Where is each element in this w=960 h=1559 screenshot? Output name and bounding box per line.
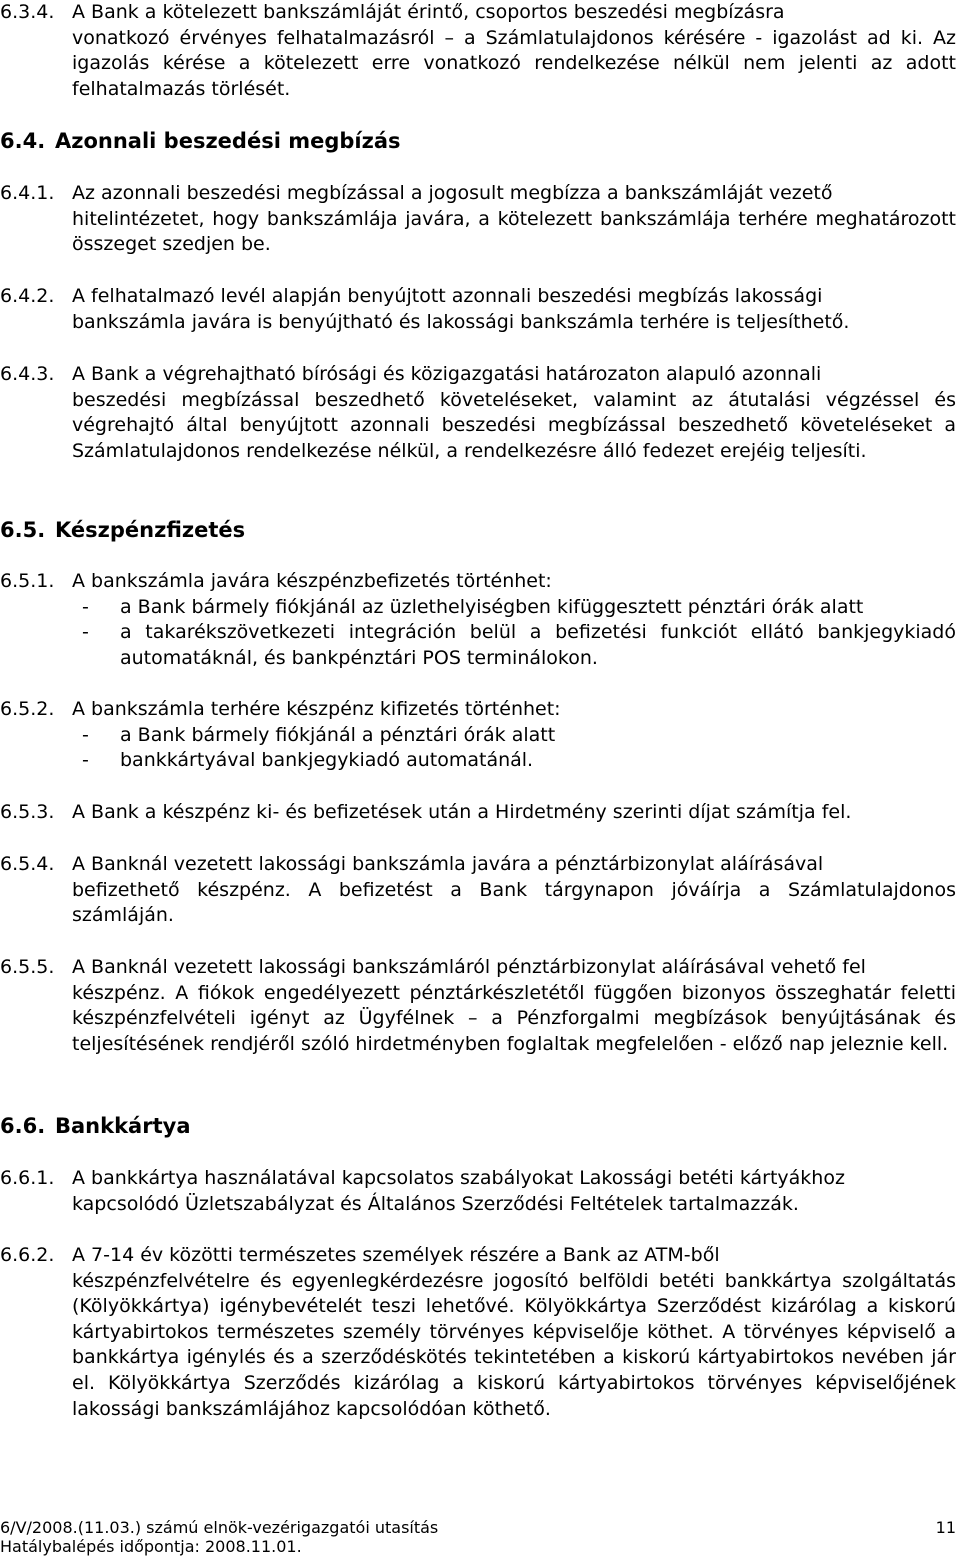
page-number: 11 (935, 1518, 956, 1537)
footer-row (0, 1518, 956, 1537)
bullet-list (0, 723, 956, 774)
paragraph-6-4-3 (0, 362, 956, 464)
list-dash: - (82, 723, 89, 746)
paragraph-6-5-4 (0, 852, 956, 929)
footer-effective-date: Hatálybalépés időpontja: 2008.11.01. (0, 1537, 302, 1556)
paragraph-6-5-3 (0, 800, 956, 826)
paragraph-text: bankszámla javára is benyújtható és lakossági bankszámla terhére is teljesíthető. (72, 310, 850, 333)
section-number: 6.6. (0, 1114, 46, 1138)
paragraph-number: 6.5.1. (0, 570, 55, 592)
section-heading-6-5 (0, 517, 245, 543)
paragraph-6-6-2 (0, 1243, 956, 1422)
paragraph-6-4-2 (0, 284, 956, 335)
list-item-text: a Bank bármely fiókjánál az üzlethelyiségben kifüggesztett pénztári órák alatt (120, 595, 864, 618)
bullet-list (0, 595, 956, 672)
paragraph-first-line: A Banknál vezetett lakossági bankszámláról pénztárbizonylat aláírásával vehető fel (72, 956, 866, 978)
list-item (72, 620, 956, 671)
list-item (72, 595, 956, 621)
list-dash: - (82, 749, 89, 772)
paragraph-number: 6.5.5. (0, 956, 55, 978)
paragraph-6-5-2 (0, 697, 956, 774)
paragraph-first-line: A 7-14 év közötti természetes személyek részére a Bank az ATM-ből (72, 1244, 720, 1266)
list-dash: - (82, 621, 89, 644)
footer-row (0, 1537, 956, 1556)
paragraph-first-line: A felhatalmazó levél alapján benyújtott azonnali beszedési megbízás lakossági (72, 285, 823, 307)
paragraph-first-line: A bankszámla javára készpénzbefizetés történhet: (72, 570, 552, 592)
paragraph-first-line: A bankkártya használatával kapcsolatos szabályokat Lakossági betéti kártyákhoz (72, 1167, 845, 1189)
paragraph-number: 6.5.4. (0, 853, 55, 875)
section-number: 6.5. (0, 518, 46, 542)
section-number: 6.4. (0, 129, 46, 153)
page-footer (0, 1518, 956, 1556)
section-title: Bankkártya (55, 1114, 191, 1138)
paragraph-number: 6.6.1. (0, 1167, 55, 1189)
section-heading-6-4 (0, 128, 401, 154)
paragraph-6-5-1 (0, 569, 956, 671)
paragraph-text: vonatkozó érvényes felhatalmazásról – a Számlatulajdonos kérésére - igazolást ad ki. Az igazolás kérése a kötelezett erre vonatkozó rendelkezése nélkül nem jelenti az adott felhatalmazás törlését. (72, 26, 956, 100)
section-title: Készpénzfizetés (55, 518, 246, 542)
list-item-text: a takarékszövetkezeti integráción belül a befizetési funkciót ellátó bankjegykiadó automatáknál, és bankpénztári POS terminálokon. (120, 621, 956, 669)
list-item-text: bankkártyával bankjegykiadó automatánál. (120, 749, 534, 772)
paragraph-first-line: Az azonnali beszedési megbízással a jogosult megbízza a bankszámláját vezető (72, 182, 833, 204)
section-heading-6-6 (0, 1113, 191, 1139)
paragraph-6-5-5 (0, 955, 956, 1057)
paragraph-first-line: A bankszámla terhére készpénz kifizetés történhet: (72, 698, 561, 720)
section-title: Azonnali beszedési megbízás (55, 129, 401, 153)
paragraph-text: készpénz. A fiókok engedélyezett pénztárkészletétől függően bizonyos összeghatár feletti készpénzfelvételi igényt az Ügyfélnek – a Pénzforgalmi megbízások benyújtásának és teljesítésének rendjéről szóló hirdetményben foglaltak megfelelően - előző nap jeleznie kell. (72, 981, 956, 1055)
paragraph-number: 6.5.3. (0, 801, 55, 823)
paragraph-6-6-1 (0, 1166, 956, 1217)
paragraph-number: 6.3.4. (0, 1, 55, 23)
paragraph-first-line: A Bank a kötelezett bankszámláját érintő, csoportos beszedési megbízásra (72, 1, 785, 23)
paragraph-6-4-1 (0, 181, 956, 258)
footer-regulation: 6/V/2008.(11.03.) számú elnök-vezérigazgatói utasítás (0, 1518, 439, 1537)
paragraph-first-line: A Bank a végrehajtható bírósági és közigazgatási határozaton alapuló azonnali (72, 363, 822, 385)
paragraph-6-3-4 (0, 0, 956, 102)
list-item (72, 723, 956, 749)
paragraph-number: 6.4.1. (0, 182, 55, 204)
paragraph-number: 6.5.2. (0, 698, 55, 720)
paragraph-number: 6.4.3. (0, 363, 55, 385)
paragraph-text: beszedési megbízással beszedhető követeléseket, valamint az átutalási végzéssel és végrehajtó által benyújtott azonnali beszedési megbízással beszedhető követeléseket a Számlatulajdonos rendelkezése nélkül, a rendelkezésre álló fedezet erejéig teljesíti. (72, 388, 956, 462)
list-item-text: a Bank bármely fiókjánál a pénztári órák alatt (120, 723, 556, 746)
list-item (72, 748, 956, 774)
paragraph-text: készpénzfelvételre és egyenlegkérdezésre jogosító belföldi betéti bankkártya szolgáltatás (Kölyökkártya) igénybevételét teszi lehetővé. Kölyökkártya Szerződést kizárólag a kiskorú kártyabirtokos természetes személy törvényes képviselője köthet. A törvényes képviselő a bankkártya igénylés és a szerződéskötés tekintetében a kiskorú kártyabirtokos nevében jár el. Kölyökkártya Szerződés kizárólag a kiskorú kártyabirtokos törvényes képviselőjének lakossági bankszámlájához kapcsolódóan köthető. (72, 1269, 956, 1420)
paragraph-text: hitelintézetet, hogy bankszámlája javára, a kötelezett bankszámlája terhére meghatározott összeget szedjen be. (72, 207, 956, 256)
paragraph-text: kapcsolódó Üzletszabályzat és Általános Szerződési Feltételek tartalmazzák. (72, 1192, 799, 1215)
paragraph-number: 6.6.2. (0, 1244, 55, 1266)
paragraph-number: 6.4.2. (0, 285, 55, 307)
list-dash: - (82, 595, 89, 618)
paragraph-text: befizethető készpénz. A befizetést a Bank tárgynapon jóváírja a Számlatulajdonos számláján. (72, 878, 956, 927)
paragraph-first-line: A Bank a készpénz ki- és befizetések után a Hirdetmény szerinti díjat számítja fel. (72, 801, 852, 823)
paragraph-first-line: A Banknál vezetett lakossági bankszámla javára a pénztárbizonylat aláírásával (72, 853, 824, 875)
